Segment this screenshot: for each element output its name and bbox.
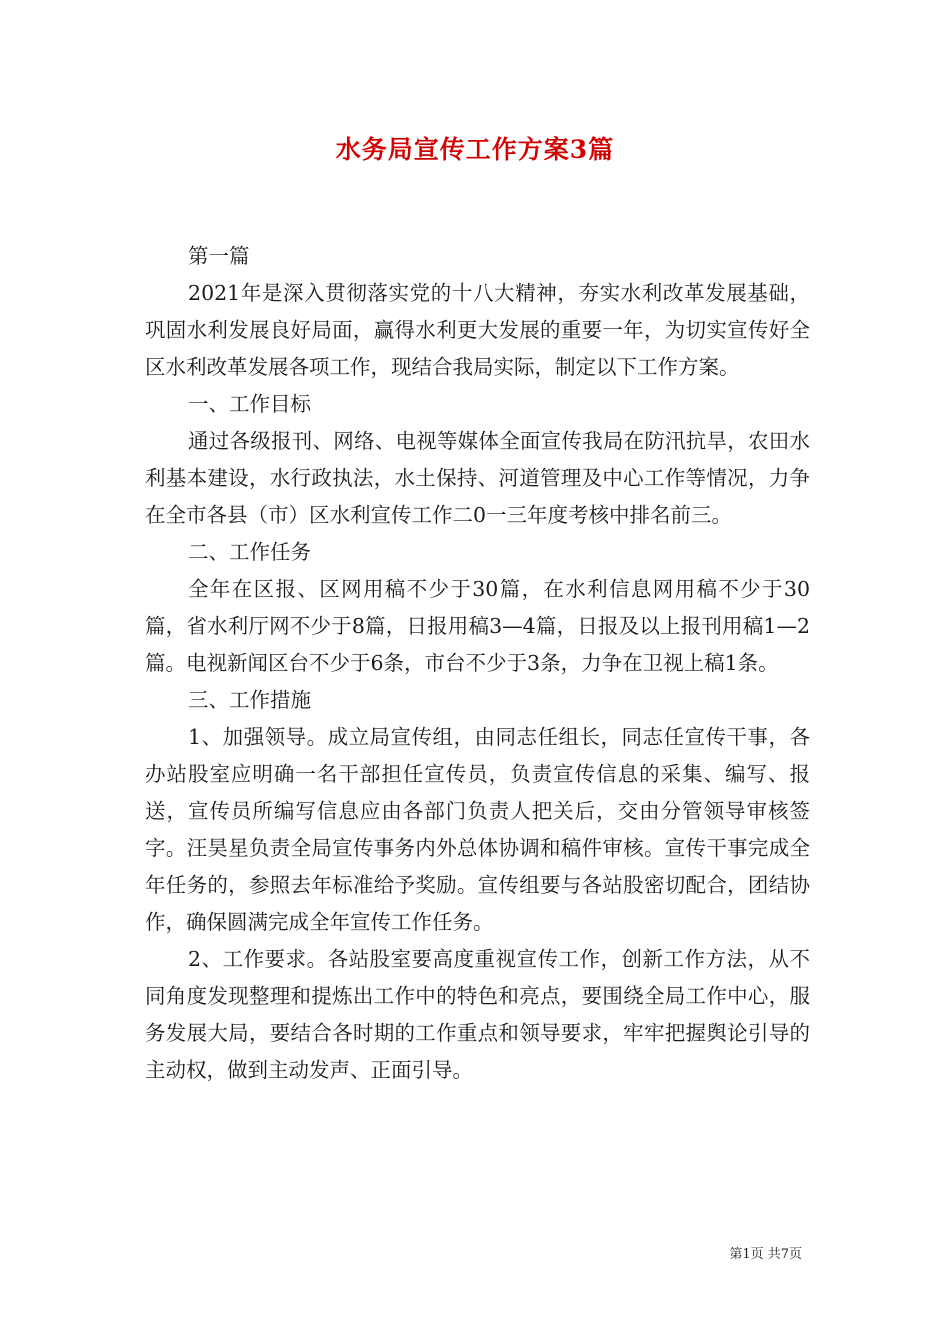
section-heading-tasks: 二、工作任务 bbox=[188, 540, 312, 564]
paragraph-intro: 2021年是深入贯彻落实党的十八大精神，夯实水利改革发展基础，巩固水利发展良好局面，赢得水利更大发展的重要一年，为切实宣传好全区水利改革发展各项工作，现结合我局实际，制定以下工作方案。 bbox=[145, 281, 810, 379]
page-number-footer: 第1页 共7页 bbox=[729, 1247, 802, 1262]
paragraph-measure-requirements: 2、工作要求。各站股室要高度重视宣传工作，创新工作方法，从不同角度发现整理和提炼出工作中的特色和亮点，要围绕全局工作中心，服务发展大局，要结合各时期的工作重点和领导要求，牢牢把握舆论引导的主动权，做到主动发声、正面引导。 bbox=[145, 947, 810, 1082]
paragraph-tasks: 全年在区报、区网用稿不少于30篇，在水利信息网用稿不少于30篇，省水利厅网不少于8篇，日报用稿3—4篇，日报及以上报刊用稿1—2篇。电视新闻区台不少于6条，市台不少于3条，力争在卫视上稿1条。 bbox=[145, 577, 810, 675]
paragraph-goals: 通过各级报刊、网络、电视等媒体全面宣传我局在防汛抗旱，农田水利基本建设，水行政执法，水土保持、河道管理及中心工作等情况，力争在全市各县（市）区水利宣传工作二0一三年度考核中排名前三。 bbox=[145, 429, 810, 527]
section-heading-part-one: 第一篇 bbox=[188, 244, 250, 268]
section-heading-goals: 一、工作目标 bbox=[188, 392, 312, 416]
document-title: 水务局宣传工作方案3篇 bbox=[335, 135, 615, 164]
paragraph-measure-leadership: 1、加强领导。成立局宣传组，由同志任组长，同志任宣传干事，各办站股室应明确一名干部担任宣传员，负责宣传信息的采集、编写、报送，宣传员所编写信息应由各部门负责人把关后，交由分管领导审核签字。汪昊星负责全局宣传事务内外总体协调和稿件审核。宣传干事完成全年任务的，参照去年标准给予奖励。宣传组要与各站股密切配合，团结协作，确保圆满完成全年宣传工作任务。 bbox=[145, 725, 810, 934]
document-body bbox=[145, 238, 810, 1089]
section-heading-measures: 三、工作措施 bbox=[188, 688, 312, 712]
